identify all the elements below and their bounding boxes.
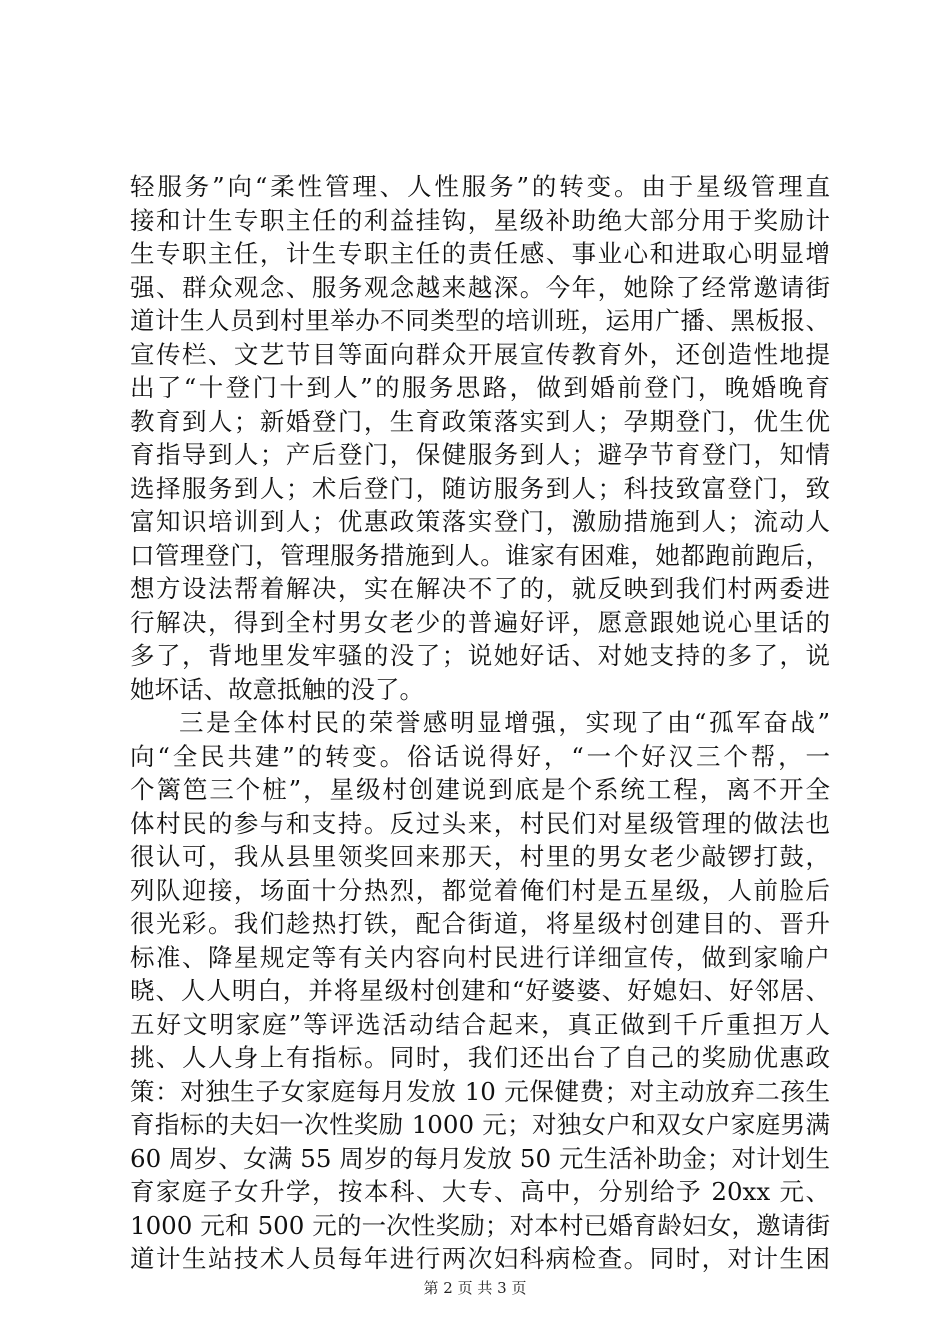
text-line: 想方设法帮着解决，实在解决不了的，就反映到我们村两委进 (130, 574, 830, 603)
page-number-footer: 第 2 页 共 3 页 (423, 1279, 527, 1297)
text-line: 行解决，得到全村男女老少的普遍好评，愿意跟她说心里话的 (130, 607, 830, 637)
text-line: 向“全民共建”的转变。俗话说得好，“一个好汉三个帮，一 (130, 741, 830, 771)
text-line: 策：对独生子女家庭每月发放 10 元保健费；对主动放弃二孩生 (130, 1076, 830, 1106)
text-line: 生专职主任，计生专职主任的责任感、事业心和进取心明显增 (130, 239, 830, 268)
text-line: 口管理登门，管理服务措施到人。谁家有困难，她都跑前跑后， (130, 540, 830, 570)
text-line: 强、群众观念、服务观念越来越深。今年，她除了经常邀请街 (130, 272, 830, 302)
text-line: 体村民的参与和支持。反过头来，村民们对星级管理的做法也 (130, 808, 830, 838)
text-line: 育指标的夫妇一次性奖励 1000 元；对独女户和双女户家庭男满 (130, 1110, 830, 1139)
text-line: 育家庭子女升学，按本科、大专、高中，分别给予 20xx 元、 (130, 1177, 830, 1206)
text-line: 很光彩。我们趁热打铁，配合街道，将星级村创建目的、晋升 (130, 909, 830, 938)
text-line: 宣传栏、文艺节目等面向群众开展宣传教育外，还创造性地提 (130, 339, 830, 369)
text-line: 出了“十登门十到人”的服务思路，做到婚前登门，晚婚晚育 (130, 373, 830, 402)
text-line: 教育到人；新婚登门，生育政策落实到人；孕期登门，优生优 (130, 406, 830, 436)
text-line: 道计生站技术人员每年进行两次妇科病检查。同时，对计生困 (130, 1244, 830, 1273)
paragraph-first-line: 三是全体村民的荣誉感明显增强，实现了由“孤军奋战” (179, 708, 830, 737)
text-line: 标准、降星规定等有关内容向村民进行详细宣传，做到家喻户 (130, 942, 830, 972)
text-line: 她坏话、故意抵触的没了。 (130, 674, 424, 704)
text-line: 晓、人人明白，并将星级村创建和“好婆婆、好媳妇、好邻居、 (130, 976, 830, 1005)
text-line: 多了，背地里发牢骚的没了；说她好话、对她支持的多了，说 (130, 641, 830, 670)
text-line: 富知识培训到人；优惠政策落实登门，激励措施到人；流动人 (130, 507, 830, 536)
text-line: 接和计生专职主任的利益挂钩，星级补助绝大部分用于奖励计 (130, 205, 830, 235)
text-line: 1000 元和 500 元的一次性奖励；对本村已婚育龄妇女，邀请街 (130, 1210, 830, 1240)
text-line: 五好文明家庭”等评选活动结合起来，真正做到千斤重担万人 (130, 1009, 830, 1039)
text-line: 列队迎接，场面十分热烈，都觉着俺们村是五星级，人前脸后 (130, 875, 830, 905)
text-line: 育指导到人；产后登门，保健服务到人；避孕节育登门，知情 (130, 440, 830, 469)
text-line: 挑、人人身上有指标。同时，我们还出台了自己的奖励优惠政 (130, 1043, 830, 1072)
text-line: 轻服务”向“柔性管理、人性服务”的转变。由于星级管理直 (130, 172, 830, 201)
text-line: 选择服务到人；术后登门，随访服务到人；科技致富登门，致 (130, 473, 830, 503)
body-text (130, 170, 830, 1276)
text-line: 道计生人员到村里举办不同类型的培训班，运用广播、黑板报、 (130, 306, 830, 335)
text-line: 个篱笆三个桩”，星级村创建说到底是个系统工程，离不开全 (130, 775, 830, 804)
text-line: 很认可，我从县里领奖回来那天，村里的男女老少敲锣打鼓， (130, 842, 830, 871)
text-line: 60 周岁、女满 55 周岁的每月发放 50 元生活补助金；对计划生 (130, 1143, 830, 1173)
